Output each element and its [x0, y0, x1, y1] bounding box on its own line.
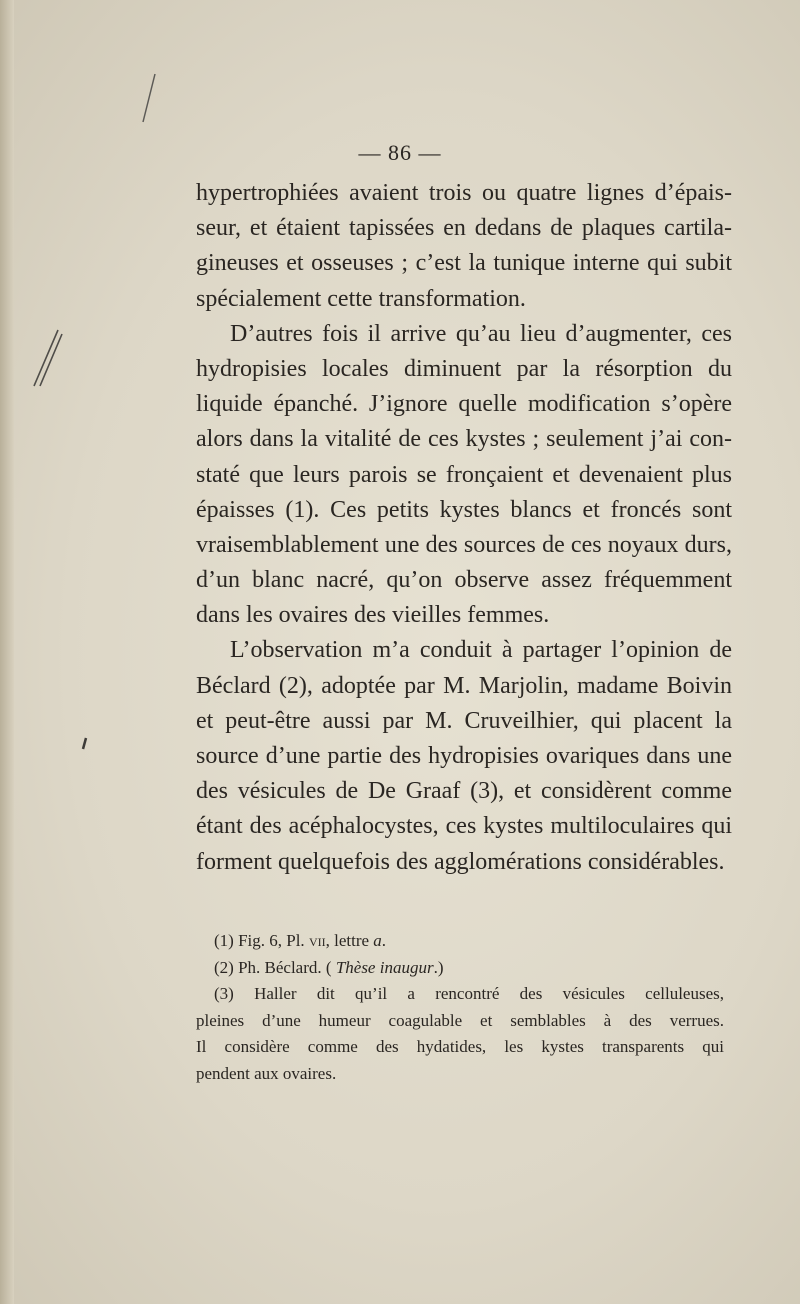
body-line: vraisemblablement une des sources de ces noyaux durs,	[196, 531, 732, 558]
footnote-3-line: pleines d’une humeur coagulable et semblables à des verrues.	[196, 1010, 724, 1030]
page-number: — 86 —	[358, 140, 442, 165]
body-line: des vésicules de De Graaf (3), et considèrent comme	[196, 778, 732, 805]
footnote-1: (1) Fig. 6, Pl. vii, lettre a.	[214, 931, 387, 950]
footnotes	[196, 928, 724, 1087]
body-line: dans les ovaires des vieilles femmes.	[196, 602, 550, 629]
pencil-mark-top	[140, 72, 158, 124]
pencil-mark-margin	[28, 328, 64, 388]
body-line: alors dans la vitalité de ces kystes ; seulement j’ai con-	[196, 426, 732, 453]
body-line: Béclard (2), adoptée par M. Marjolin, madame Boivin	[196, 672, 732, 699]
body-line: source d’une partie des hydropisies ovariques dans une	[196, 743, 732, 769]
body-line: d’un blanc nacré, qu’on observe assez fréquemment	[196, 567, 732, 594]
footnote-3-line: (3) Haller dit qu’il a rencontré des vésicules celluleuses,	[214, 984, 724, 1003]
footnote-3-line: Il considère comme des hydatides, les kystes transparents qui	[196, 1037, 724, 1056]
body-line: spécialement cette transformation.	[196, 285, 526, 312]
body-text	[196, 176, 732, 880]
page-binding-edge	[0, 0, 14, 1304]
body-line: forment quelquefois des agglomérations considérables.	[196, 848, 725, 875]
body-line: gineuses et osseuses ; c’est la tunique interne qui subit	[196, 250, 732, 277]
footnote-3-line: pendent aux ovaires.	[196, 1063, 337, 1083]
body-line: D’autres fois il arrive qu’au lieu d’augmenter, ces	[230, 320, 732, 347]
body-line: étant des acéphalocystes, ces kystes multiloculaires qui	[196, 813, 732, 840]
body-line: L’observation m’a conduit à partager l’opinion de	[230, 637, 732, 664]
body-line: et peut-être aussi par M. Cruveilhier, qui placent la	[196, 707, 732, 734]
footnote-2: (2) Ph. Béclard. ( Thèse inaugur.)	[214, 957, 444, 977]
body-line: staté que leurs parois se fronçaient et devenaient plus	[196, 461, 732, 488]
body-line: seur, et étaient tapissées en dedans de plaques cartila-	[196, 215, 732, 242]
body-line: épaisses (1). Ces petits kystes blancs et froncés sont	[196, 496, 732, 523]
body-line: hydropisies locales diminuent par la résorption du	[196, 355, 732, 382]
body-line: liquide épanché. J’ignore quelle modification s’opère	[196, 391, 732, 418]
body-line: hypertrophiées avaient trois ou quatre lignes d’épais-	[196, 180, 732, 206]
pencil-mark-dot	[80, 736, 90, 750]
